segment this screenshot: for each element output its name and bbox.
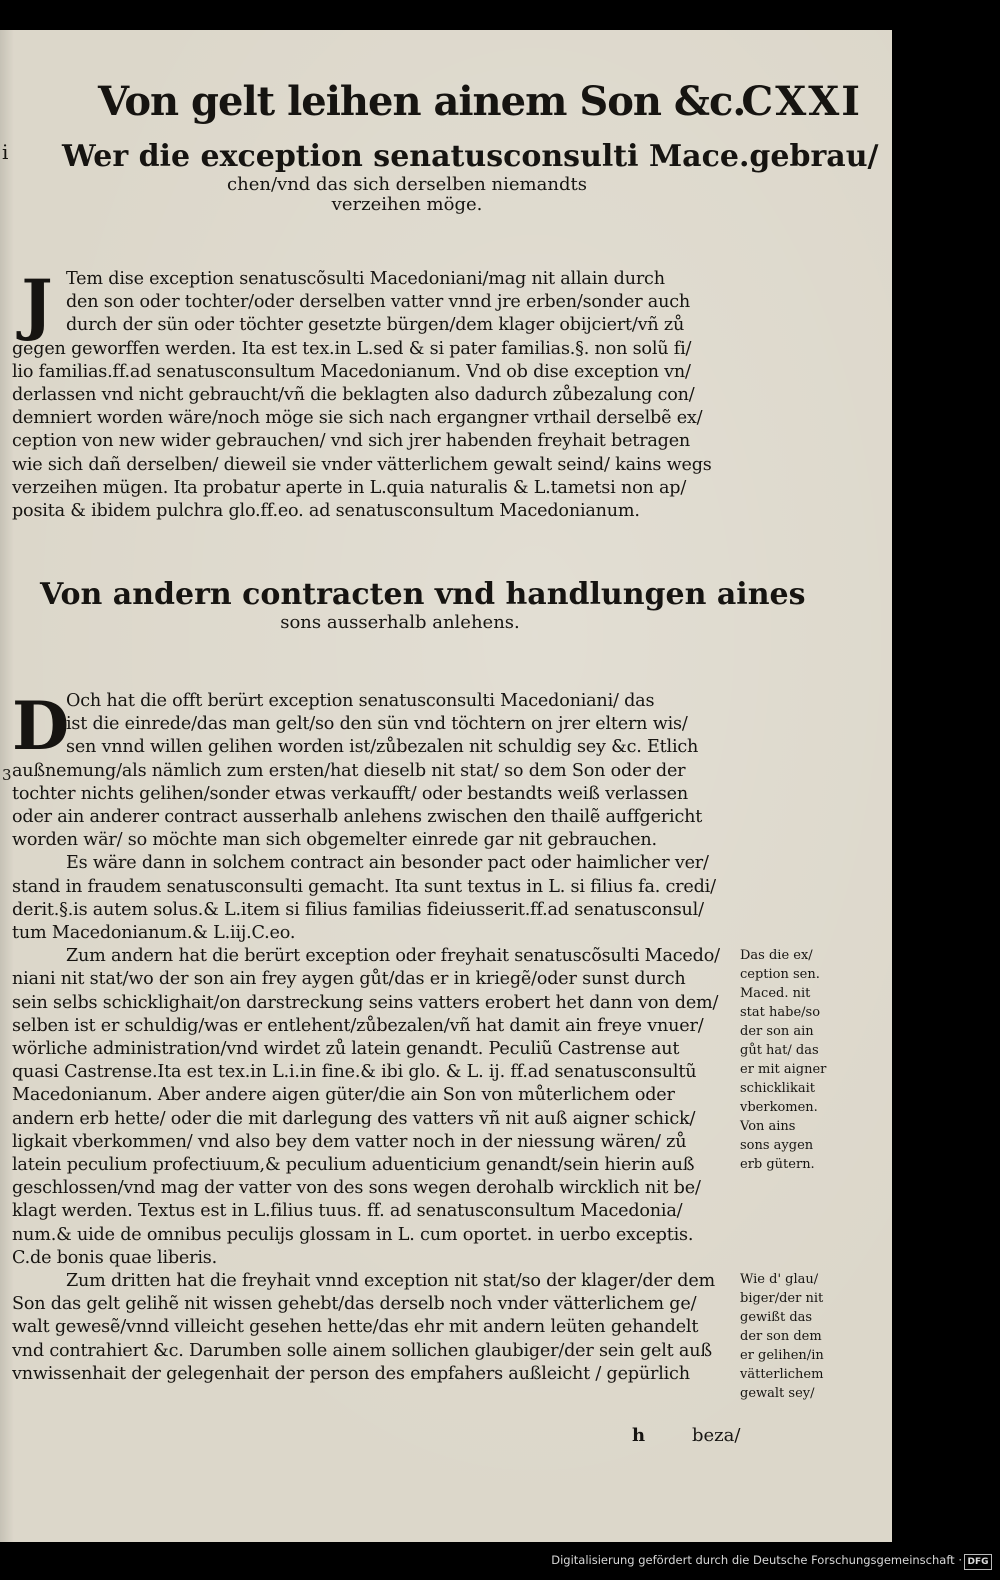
- text-line: ception von new wider gebrauchen/ vnd sich jrer habenden freyhait betragen: [12, 431, 691, 452]
- text-line: vberkomen.: [740, 1100, 818, 1115]
- text-line: geschlossen/vnd mag der vatter von des sons wegen derohalb wircklich nit be/: [12, 1178, 701, 1199]
- text-line: verzeihen mügen. Ita probatur aperte in L.quia naturalis & L.tametsi non ap/: [12, 477, 687, 498]
- section-heading-contracts: [40, 577, 806, 633]
- text-line: ligkait vberkommen/ vnd also bey dem vatter noch in der niessung wären/ zů: [12, 1131, 687, 1152]
- text-line: quasi Castrense.Ita est tex.in L.i.in fine.& ibi glo. & L. ij. ff.ad senatusconsultũ: [12, 1062, 697, 1083]
- signature-mark: h: [632, 1425, 646, 1446]
- heading-line: verzeihen möge.: [331, 194, 483, 216]
- text-line: vätterlichem: [740, 1367, 824, 1382]
- margin-note: [740, 946, 850, 1174]
- catchword: beza/: [692, 1425, 741, 1446]
- text-line: den son oder tochter/oder derselben vatter vnnd jre erben/sonder auch: [66, 292, 690, 313]
- text-line: er mit aigner: [740, 1062, 827, 1077]
- text-line: tum Macedonianum.& L.iij.C.eo.: [12, 923, 296, 944]
- text-line: Zum dritten hat die freyhait vnnd exception nit stat/so der klager/der dem: [66, 1271, 716, 1292]
- text-line: gewalt sey/: [740, 1386, 815, 1401]
- text-line: walt gewesẽ/vnnd villeicht gesehen hette/das ehr mit andern leüten gehandelt: [12, 1317, 699, 1338]
- text-line: demniert worden wäre/noch möge sie sich nach ergangner vrthail derselbẽ ex/: [12, 408, 703, 429]
- heading-line: Von andern contracten vnd handlungen aines: [40, 577, 806, 612]
- margin-note: [740, 1270, 850, 1403]
- text-line: Macedonianum. Aber andere aigen güter/die ain Son von můterlichem oder: [12, 1085, 675, 1106]
- edge-mark: i: [2, 140, 9, 164]
- text-line: klagt werden. Textus est in L.filius tuus. ff. ad senatusconsultum Macedonia/: [12, 1201, 683, 1222]
- text-line: gegen geworffen werden. Ita est tex.in L.sed & si pater familias.§. non solũ fi/: [12, 338, 692, 359]
- text-line: wie sich dañ derselben/ dieweil sie vnder vätterlichem gewalt seind/ kains wegs: [12, 454, 712, 475]
- text-line: sons aygen: [740, 1138, 814, 1153]
- text-line: derit.§.is autem solus.& L.item si filius familias fideiusserit.ff.ad senatusconsul/: [12, 899, 704, 920]
- folio-number: CXXI: [741, 78, 862, 125]
- paragraph-section1: [12, 265, 738, 523]
- text-line: Wie d' glau/: [740, 1272, 819, 1287]
- text-line: stand in fraudem senatusconsulti gemacht. Ita sunt textus in L. si filius fa. credi/: [12, 876, 716, 897]
- text-line: sen vnnd willen gelihen worden ist/zůbezalen nit schuldig sey &c. Etlich: [66, 737, 699, 758]
- text-line: biger/der nit: [740, 1291, 824, 1306]
- text-line: erb gütern.: [740, 1157, 815, 1172]
- text-line: Tem dise exception senatuscõsulti Macedoniani/mag nit allain durch: [66, 269, 665, 289]
- text-line: C.de bonis quae liberis.: [12, 1247, 218, 1268]
- text-line: er gelihen/in: [740, 1348, 824, 1363]
- decorated-initial: D: [12, 687, 70, 765]
- text-line: ist die einrede/das man gelt/so den sün vnd töchtern on jrer eltern wis/: [66, 714, 688, 735]
- text-line: außnemung/als nämlich zum ersten/hat dieselb nit stat/ so dem Son oder der: [12, 760, 686, 781]
- text-line: der son ain: [740, 1024, 814, 1039]
- text-line: tochter nichts gelihen/sonder etwas verkaufft/ oder bestandts weiß verlassen: [12, 783, 688, 804]
- text-line: ception sen.: [740, 967, 820, 982]
- text-line: Das die ex/: [740, 948, 813, 963]
- decorated-initial: J: [21, 265, 53, 343]
- text-line: latein peculium profectiuum,& peculium aduenticium genandt/sein hierin auß: [12, 1155, 695, 1176]
- text-line: Es wäre dann in solchem contract ain besonder pact oder haimlicher ver/: [66, 853, 709, 874]
- text-line: num.& uide de omnibus peculijs glossam in L. cum oportet. in uerbo exceptis.: [12, 1224, 694, 1245]
- text-line: selben ist er schuldig/was er entlehent/zůbezalen/vñ hat damit ain freye vnuer/: [12, 1015, 704, 1036]
- text-line: Son das gelt gelihẽ nit wissen gehebt/das derselb noch vnder vätterlichem ge/: [12, 1294, 697, 1315]
- text-line: posita & ibidem pulchra glo.ff.eo. ad senatusconsultum Macedonianum.: [12, 501, 640, 522]
- text-line: andern erb hette/ oder die mit darlegung des vatters vñ nit auß aigner schick/: [12, 1108, 696, 1129]
- footer-credit: Digitalisierung gefördert durch die Deutsche Forschungsgemeinschaft ·: [551, 1553, 962, 1567]
- text-line: vnwissenhait der gelegenhait der person des empfahers außleicht / gepürlich: [12, 1363, 690, 1384]
- text-line: Von ains: [740, 1119, 796, 1134]
- dfg-logo: DFG: [964, 1554, 992, 1570]
- book-page: [0, 30, 892, 1542]
- text-line: derlassen vnd nicht gebraucht/vñ die beklagten also dadurch zůbezalung con/: [12, 385, 695, 406]
- heading-line: Wer die exception senatusconsulti Mace.gebrau/: [62, 139, 879, 174]
- text-line: der son dem: [740, 1329, 822, 1344]
- running-head: Von gelt leihen ainem Son &c.: [98, 78, 746, 125]
- text-line: oder ain anderer contract ausserhalb anlehens zwischen den thailẽ auffgericht: [12, 807, 703, 828]
- text-line: gewißt das: [740, 1310, 813, 1325]
- text-line: Zum andern hat die berürt exception oder freyhait senatuscõsulti Macedo/: [66, 946, 720, 967]
- text-line: wörliche administration/vnd wirdet zů latein genandt. Peculiũ Castrense aut: [12, 1039, 680, 1060]
- text-line: vnd contrahiert &c. Darumben solle ainem sollichen glaubiger/der sein gelt auß: [12, 1340, 712, 1361]
- text-line: lio familias.ff.ad senatusconsultum Macedonianum. Vnd ob dise exception vn/: [12, 361, 691, 382]
- line-mark: 3: [2, 766, 12, 784]
- text-line: stat habe/so: [740, 1005, 821, 1020]
- heading-line: sons ausserhalb anlehens.: [280, 611, 520, 633]
- section-heading-exception: [62, 139, 879, 216]
- text-line: sein selbs schicklighait/on darstreckung seins vatters erobert het dann von dem/: [12, 992, 719, 1013]
- heading-line: chen/vnd das sich derselben niemandts: [227, 173, 587, 195]
- text-line: worden wär/ so möchte man sich obgemelter einrede gar nit gebrauchen.: [12, 830, 657, 851]
- text-line: durch der sün oder töchter gesetzte bürgen/dem klager obijciert/vñ zů: [66, 315, 685, 336]
- text-line: schicklikait: [740, 1081, 815, 1096]
- text-line: Maced. nit: [740, 986, 811, 1001]
- paragraph-section2: [12, 687, 738, 1386]
- text-line: Och hat die offt berürt exception senatusconsulti Macedoniani/ das: [66, 691, 655, 711]
- text-line: niani nit stat/wo der son ain frey aygen gůt/das er in kriegẽ/oder sunst durch: [12, 969, 686, 990]
- text-line: gůt hat/ das: [740, 1043, 819, 1058]
